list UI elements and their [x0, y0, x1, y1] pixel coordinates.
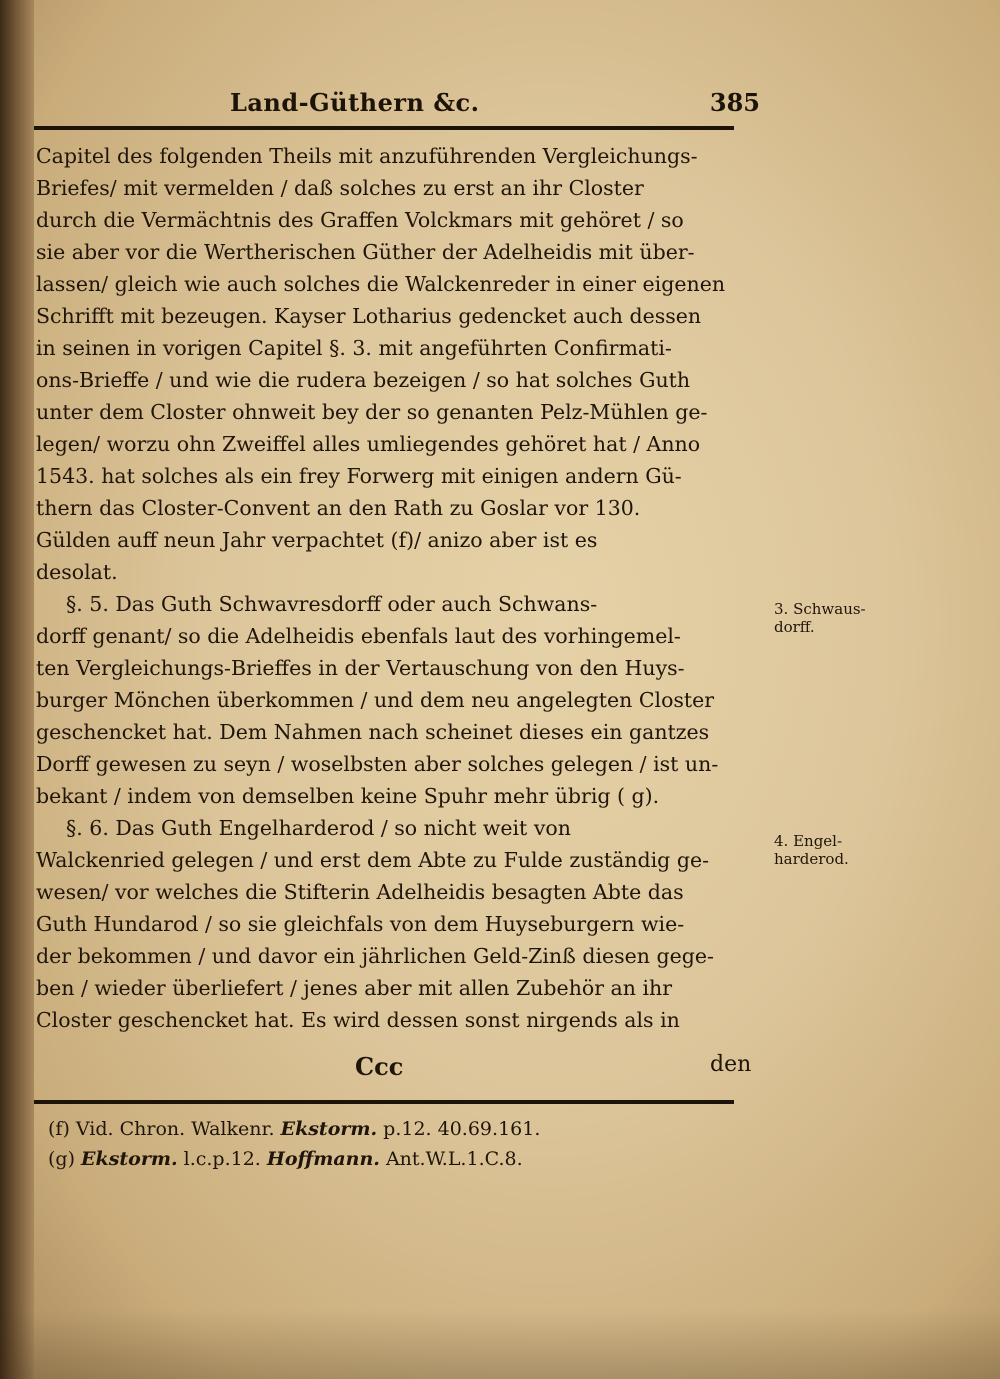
page-number: 385	[709, 88, 760, 117]
footnote-mark: (f)	[48, 1118, 70, 1140]
margin-note-line: 4. Engel-	[774, 832, 843, 850]
text-line: §. 6. Das Guth Engelharderod / so nicht weit von	[66, 816, 571, 840]
text-line: Capitel des folgenden Theils mit anzuführenden Vergleichungs-	[36, 144, 698, 168]
page-bottom-shadow	[0, 1309, 1000, 1379]
text-line: Schrifft mit bezeugen. Kayser Lotharius gedencket auch dessen	[36, 304, 702, 328]
text-line: §. 5. Das Guth Schwavresdorff oder auch Schwans-	[66, 592, 598, 616]
text-line: legen/ worzu ohn Zweiffel alles umliegendes gehöret hat / Anno	[36, 432, 701, 456]
text-line: der bekommen / und davor ein jährlichen Geld-Zinß diesen gege-	[36, 944, 714, 968]
margin-note-schwansdorff	[774, 600, 866, 636]
text-line: dorff genant/ so die Adelheidis ebenfals laut des vorhingemel-	[36, 624, 681, 648]
body-text	[36, 140, 758, 1036]
text-line: ben / wieder überliefert / jenes aber mit allen Zubehör an ihr	[36, 976, 673, 1000]
page-gutter-shadow	[0, 0, 34, 1379]
text-line: Closter geschencket hat. Es wird dessen sonst nirgends als in	[36, 1008, 680, 1032]
footnote-author: Hoffmann.	[266, 1148, 380, 1170]
text-line: 1543. hat solches als ein frey Forwerg mit einigen andern Gü-	[36, 464, 682, 488]
text-line: bekant / indem von demselben keine Spuhr mehr übrig ( g).	[36, 784, 660, 808]
margin-note-line: 3. Schwaus-	[774, 600, 866, 618]
footnote-ref: p.12. 40.69.161.	[383, 1118, 541, 1140]
text-line: Guth Hundarod / so sie gleichfals von dem Huyseburgern wie-	[36, 912, 685, 936]
text-line: burger Mönchen überkommen / und dem neu angelegten Closter	[36, 688, 715, 712]
text-line: durch die Vermächtnis des Graffen Volckmars mit gehöret / so	[36, 208, 684, 232]
header-rule	[34, 126, 734, 130]
text-line: geschencket hat. Dem Nahmen nach scheinet dieses ein gantzes	[36, 720, 710, 744]
text-line: ons-Brieffe / und wie die rudera bezeigen / so hat solches Guth	[36, 368, 691, 392]
text-line: Dorff gewesen zu seyn / woselbsten aber solches gelegen / ist un-	[36, 752, 719, 776]
text-line: in seinen in vorigen Capitel §. 3. mit angeführten Confirmati-	[36, 336, 672, 360]
text-line: lassen/ gleich wie auch solches die Walckenreder in einer eigenen	[36, 272, 726, 296]
footnote-author: Ekstorm.	[81, 1148, 178, 1170]
text-line: unter dem Closter ohnweit bey der so genanten Pelz-Mühlen ge-	[36, 400, 708, 424]
text-line: desolat.	[36, 560, 118, 584]
footnote-g	[48, 1148, 523, 1170]
footnote-mark: (g)	[48, 1148, 75, 1170]
margin-note-line: dorff.	[774, 618, 815, 636]
footnote-ref: l.c.p.12.	[183, 1148, 261, 1170]
footnote-ref: Ant.W.L.1.C.8.	[385, 1148, 523, 1170]
footnote-f	[48, 1118, 540, 1140]
catchword: den	[710, 1052, 752, 1077]
text-line: thern das Closter-Convent an den Rath zu Goslar vor 130.	[36, 496, 641, 520]
margin-note-line: harderod.	[774, 850, 849, 868]
margin-note-engelharderod	[774, 832, 849, 868]
footnote-rule	[34, 1100, 734, 1104]
text-line: Gülden auff neun Jahr verpachtet (f)/ anizo aber ist es	[36, 528, 598, 552]
text-line: Briefes/ mit vermelden / daß solches zu erst an ihr Closter	[36, 176, 644, 200]
signature-mark: Ccc	[355, 1052, 404, 1081]
footnote-text: Vid. Chron. Walkenr.	[75, 1118, 275, 1140]
page-header	[40, 82, 760, 122]
text-line: wesen/ vor welches die Stifterin Adelheidis besagten Abte das	[36, 880, 684, 904]
text-line: sie aber vor die Wertherischen Güther der Adelheidis mit über-	[36, 240, 695, 264]
footnote-author: Ekstorm.	[280, 1118, 378, 1140]
text-line: Walckenried gelegen / und erst dem Abte zu Fulde zuständig ge-	[36, 848, 710, 872]
running-title: Land-Güthern &c.	[230, 88, 480, 117]
text-line: ten Vergleichungs-Brieffes in der Vertauschung von den Huys-	[36, 656, 685, 680]
